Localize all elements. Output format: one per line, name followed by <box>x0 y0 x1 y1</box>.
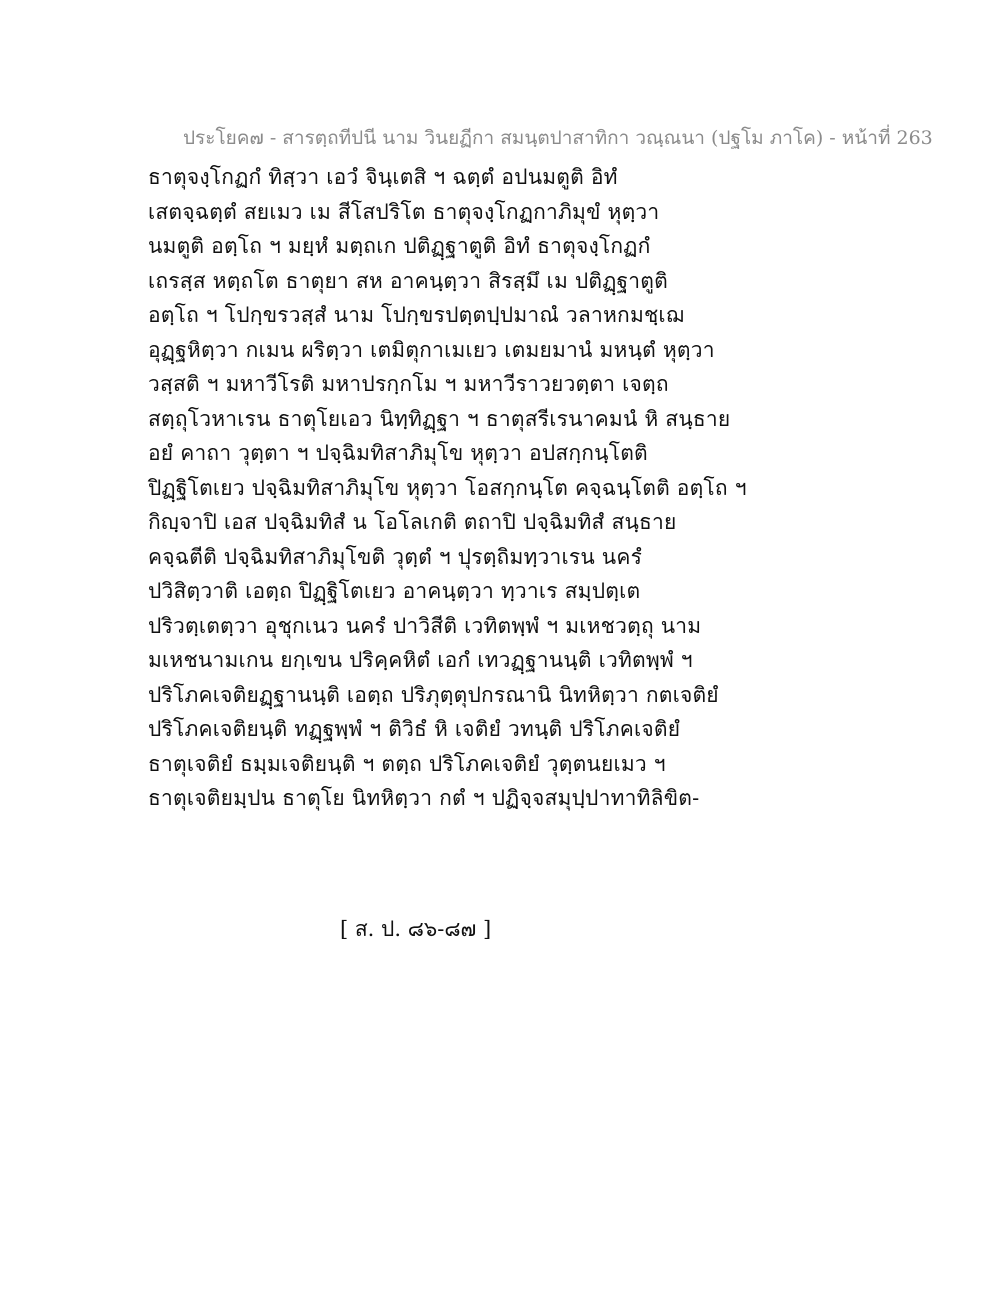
text-line: อุฏฺฐหิตฺวา กเมน ผริตฺวา เตมิตุกาเมเยว เตมยมานํ มหนฺตํ หุตฺวา <box>148 337 715 362</box>
text-line: ธาตุจงฺโกฏกํ ทิสฺวา เอวํ จินฺเตสิ ฯ ฉตฺตํ อปนมตูติ อิทํ <box>148 165 618 189</box>
text-line: ปริโภคเจติยนฺติ ทฏฺฐพฺพํ ฯ ติวิธํ หิ เจติยํ วทนฺติ ปริโภคเจติยํ <box>148 717 681 741</box>
text-line: กิญฺจาปิ เอส ปจฺฉิมทิสํ น โอโลเกติ ตถาปิ ปจฺฉิมทิสํ สนฺธาย <box>148 510 677 534</box>
text-line: ปริโภคเจติยฏฺฐานนฺติ เอตฺถ ปริภุตฺตุปกรณานิ นิทหิตฺวา กตเจติยํ <box>148 682 719 707</box>
text-line: มเหชนามเกน ยกฺเขน ปริคฺคหิตํ เอกํ เทวฏฺฐานนฺติ เวทิตพฺพํ ฯ <box>148 648 693 672</box>
text-line: เสตจฺฉตฺตํ สยเมว เม สีโสปริโต ธาตุจงฺโกฏกาภิมุขํ หุตฺวา <box>148 199 660 224</box>
text-line: ธาตุเจติยํ ธมฺมเจติยนฺติ ฯ ตตฺถ ปริโภคเจติยํ วุตฺตนยเมว ฯ <box>148 751 666 776</box>
body-text <box>148 160 908 816</box>
text-line: ปิฏฺฐิโตเยว ปจฺฉิมทิสาภิมุโข หุตฺวา โอสกฺกนฺโต คจฺฉนฺโตติ อตฺโถ ฯ <box>148 475 747 500</box>
text-line: ปริวตฺเตตฺวา อุชุกเนว นครํ ปาวิสีติ เวทิตพฺพํ ฯ มเหชวตฺถุ นาม <box>148 613 702 638</box>
text-line: สตฺถุโวหาเรน ธาตุโยเอว นิทฺทิฏฺฐา ฯ ธาตุสรีเรนาคมนํ หิ สนฺธาย <box>148 406 731 431</box>
text-line: นมตูติ อตฺโถ ฯ มยฺหํ มตฺถเก ปติฏฺฐาตูติ อิทํ ธาตุจงฺโกฏกํ <box>148 234 651 258</box>
page-header: ประโยค๗ - สารตฺถทีปนี นาม วินยฏีกา สมนฺตปาสาทิกา วณฺณนา (ปฐโม ภาโค) - หน้าที่ 263 <box>183 127 933 149</box>
text-line: อยํ คาถา วุตฺตา ฯ ปจฺฉิมทิสาภิมุโข หุตฺวา อปสกฺกนฺโตติ <box>148 441 648 465</box>
source-reference: [ ส. ป. ๘๖-๘๗ ] <box>340 917 492 941</box>
text-line: ธาตุเจติยมฺปน ธาตุโย นิทหิตฺวา กตํ ฯ ปฏิจฺจสมุปฺปาทาทิลิขิต- <box>148 786 700 810</box>
text-line: วสฺสติ ฯ มหาวีโรติ มหาปรกฺกโม ฯ มหาวีราวยวตฺตา เจตฺถ <box>148 372 669 396</box>
text-line: เถรสฺส หตฺถโต ธาตุยา สห อาคนฺตฺวา สิรสฺมึ เม ปติฏฺฐาตูติ <box>148 268 668 293</box>
text-line: ปวิสิตฺวาติ เอตฺถ ปิฏฺฐิโตเยว อาคนฺตฺวา ทฺวาเร สมฺปตฺเต <box>148 579 641 603</box>
text-line: อตฺโถ ฯ โปกฺขรวสฺสํ นาม โปกฺขรปตฺตปฺปมาณํ วลาหกมชฺเฌ <box>148 303 684 327</box>
text-line: คจฺฉตีติ ปจฺฉิมทิสาภิมุโขติ วุตฺตํ ฯ ปุรตฺถิมทฺวาเรน นครํ <box>148 544 643 569</box>
